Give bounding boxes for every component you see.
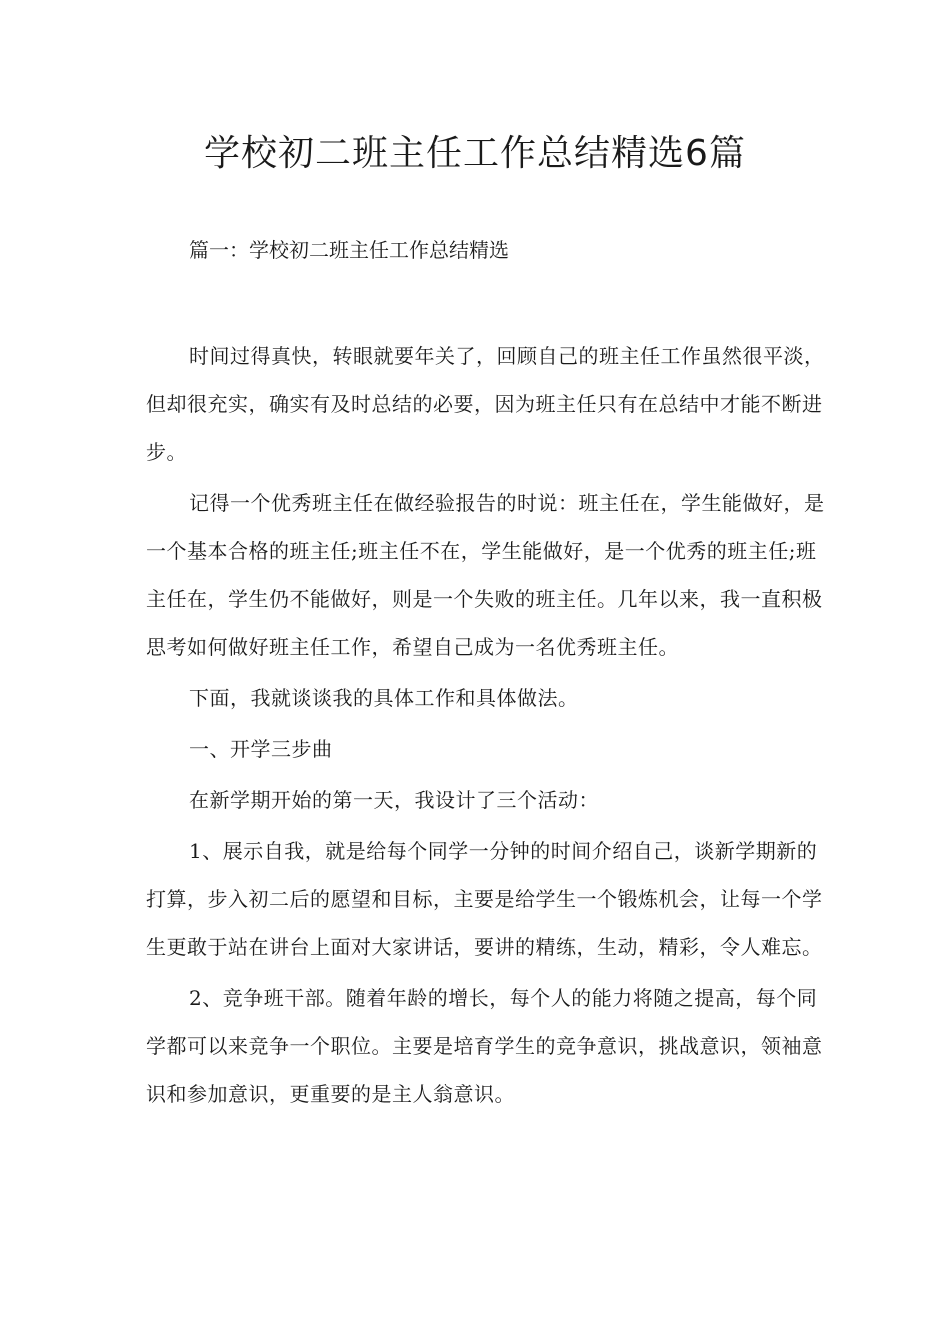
paragraph: 记得一个优秀班主任在做经验报告的时说：班主任在，学生能做好，是一个基本合格的班主任;班主任不在，学生能做好，是一个优秀的班主任;班主任在，学生仍不能做好，则是一个失败的班主任。几年以来，我一直积极思考如何做好班主任工作，希望自己成为一名优秀班主任。 xyxy=(146,491,825,659)
section-heading: 篇一：学校初二班主任工作总结精选 xyxy=(189,238,509,262)
subheading: 一、开学三步曲 xyxy=(189,737,333,761)
paragraph: 时间过得真快，转眼就要年关了，回顾自己的班主任工作虽然很平淡，但却很充实，确实有及时总结的必要，因为班主任只有在总结中才能不断进步。 xyxy=(146,344,825,464)
paragraph: 下面，我就谈谈我的具体工作和具体做法。 xyxy=(189,686,579,710)
document-title: 学校初二班主任工作总结精选6篇 xyxy=(204,133,746,174)
paragraph: 在新学期开始的第一天，我设计了三个活动： xyxy=(189,788,599,812)
document-body xyxy=(146,332,826,1121)
list-item: 2、竞争班干部。随着年龄的增长，每个人的能力将随之提高，每个同学都可以来竞争一个职位。主要是培育学生的竞争意识，挑战意识，领袖意识和参加意识，更重要的是主人翁意识。 xyxy=(146,986,823,1106)
list-item: 1、展示自我，就是给每个同学一分钟的时间介绍自己，谈新学期新的打算，步入初二后的愿望和目标，主要是给学生一个锻炼机会，让每一个学生更敢于站在讲台上面对大家讲话，要讲的精练，生动，精彩，令人难忘。 xyxy=(146,839,823,959)
